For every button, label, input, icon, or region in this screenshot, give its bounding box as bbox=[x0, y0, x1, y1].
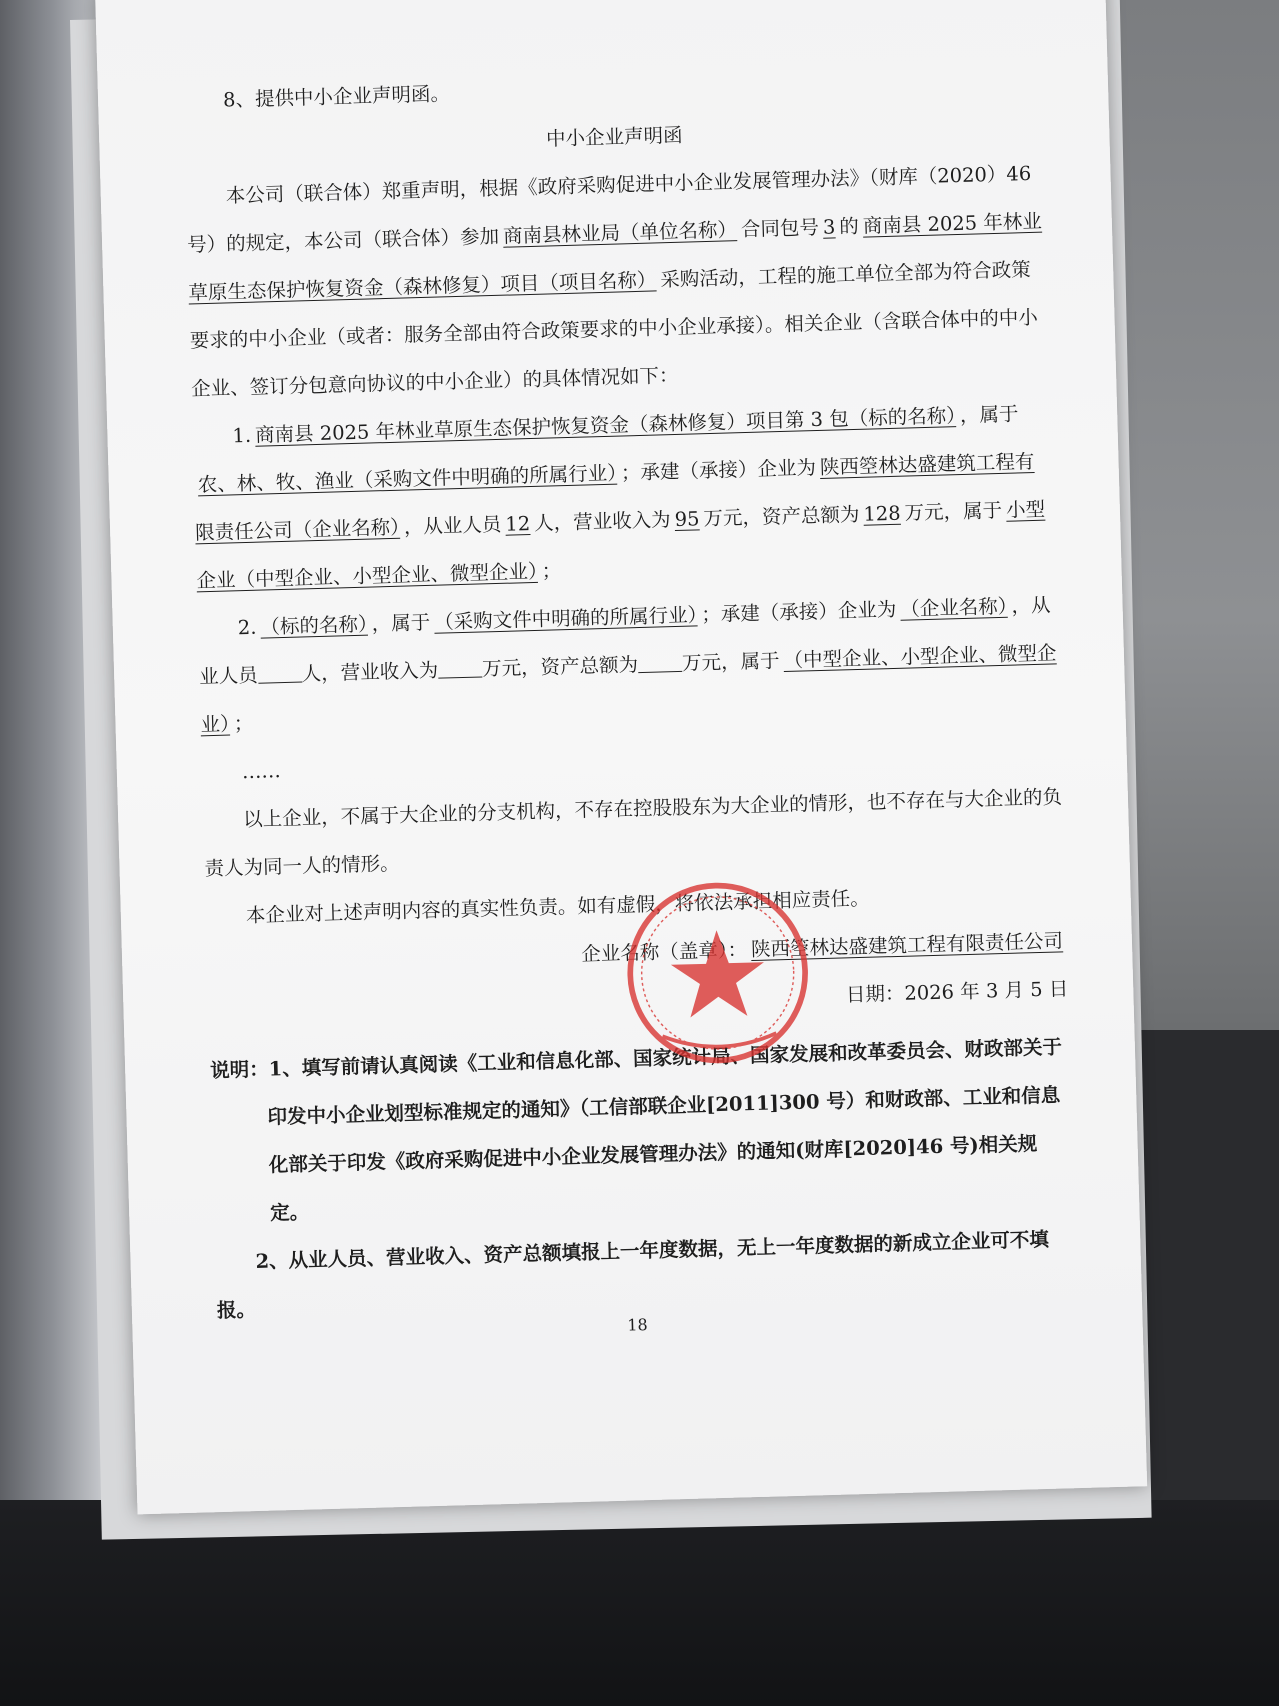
entry-2-revenue-blank bbox=[438, 675, 482, 678]
project-name: 商南县 2025 年林业草原生态保护恢复资金（森林修复）项目（项目名称） bbox=[188, 209, 1043, 305]
note-2: 2、从业人员、营业收入、资产总额填报上一年度数据，无上一年度数据的新成立企业可不填报。 bbox=[216, 1227, 1050, 1323]
intro-paragraph bbox=[185, 150, 1051, 414]
package-number: 3 bbox=[822, 215, 836, 239]
item-8: 8、提供中小企业声明函。 bbox=[222, 82, 451, 112]
entry-1-type-label: 万元，属于 bbox=[904, 498, 1003, 525]
entry-2-assets-blank bbox=[638, 670, 682, 673]
entry-1-belong: ，属于 bbox=[959, 402, 1019, 428]
signature-company: 陕西箜林达盛建筑工程有限责任公司 bbox=[750, 929, 1064, 962]
entry-1-assets-label: 万元，资产总额为 bbox=[703, 502, 860, 531]
document-content bbox=[182, 54, 1077, 1336]
entry-1-subject: 商南县 2025 年林业草原生态保护恢复资金（森林修复）项目第 3 包（标的名称） bbox=[254, 404, 957, 447]
entry-1-revenue-label: 人，营业收入为 bbox=[533, 508, 671, 535]
entry-1-staff: 12 bbox=[505, 512, 531, 536]
page-number: 18 bbox=[627, 1315, 648, 1335]
entry-2-staff-blank bbox=[258, 680, 302, 683]
entry-2-belong: ，属于 bbox=[371, 610, 431, 636]
entry-2-industry: （采购文件中明确的所属行业） bbox=[433, 603, 698, 634]
entry-1-revenue: 95 bbox=[674, 507, 700, 532]
signature-label: 企业名称（盖章）： bbox=[581, 938, 748, 966]
enterprise-entry-1 bbox=[192, 389, 1057, 605]
entry-2-revenue-label: 人，营业收入为 bbox=[301, 658, 439, 686]
entry-2-type: （中型企业、小型企业、微型企业） bbox=[200, 641, 1057, 737]
intro-text-d: 采购活动，工程的施工单位全部为符合政策要求的中小企业（或者：服务全部由符合政策要求的中小企业承接）。相关企业（含联合体中的中小企业、签订分包意向协议的中小企业）的具体情况如下： bbox=[189, 257, 1039, 401]
intro-text-c: 的 bbox=[839, 214, 860, 239]
intro-text-a: 本公司（联合体）郑重声明，根据《政府采购促进中小企业发展管理办法》（财库（2020）46 号）的规定，本公司（联合体）参加 bbox=[186, 161, 1032, 257]
signature-date: 日期：2026 年 3 月 5 日 bbox=[845, 977, 1069, 1007]
note-1: 说明：1、填写前请认真阅读《工业和信息化部、国家统计局、国家发展和改革委员会、财政部关于印发中小企业划型标准规定的通知》（工信部联企业[2011]300 号）和财政部、工业和信息化部关于印发《政府采购促进中小企业发展管理办法》的通知(财库[2020]46 号)相关规定。 bbox=[209, 1035, 1063, 1225]
entry-1-company: 陕西箜林达盛建筑工程有限责任公司（企业名称） bbox=[194, 449, 1035, 545]
entry-2-prefix: 2. bbox=[237, 615, 257, 640]
intro-text-b: 合同包号 bbox=[740, 215, 820, 242]
entry-2-assets-label: 万元，资产总额为 bbox=[481, 653, 639, 681]
entry-1-industry: 农、林、牧、渔业（采购文件中明确的所属行业） bbox=[197, 461, 618, 497]
entry-1-prefix: 1. bbox=[232, 423, 252, 448]
entry-2-type-label: 万元，属于 bbox=[681, 649, 780, 675]
declaration-1: 以上企业，不属于大企业的分支机构，不存在控股股东为大企业的情形，也不存在与大企业的负责人为同一人的情形。 bbox=[204, 785, 1063, 881]
unit-name: 商南县林业局（单位名称） bbox=[502, 218, 738, 248]
entry-2-company: （企业名称） bbox=[899, 594, 1008, 621]
entry-1-end: ； bbox=[541, 559, 562, 583]
ellipsis: …… bbox=[241, 759, 282, 784]
entry-2-end: ； bbox=[233, 711, 254, 736]
entry-2-contractor-label: ；承建（承接）企业为 bbox=[701, 597, 897, 627]
enterprise-entry-2 bbox=[197, 581, 1061, 749]
entry-2-staff-label: ，从业人员 bbox=[198, 593, 1051, 689]
entry-1-contractor-label: ；承建（承接）企业为 bbox=[620, 456, 817, 485]
company-seal-icon bbox=[620, 875, 815, 1070]
declaration-2: 本企业对上述声明内容的真实性负责。如有虚假，将依法承担相应责任。 bbox=[245, 886, 870, 928]
document-title: 中小企业声明函 bbox=[545, 123, 683, 151]
entry-1-type: 小型企业（中型企业、小型企业、微型企业） bbox=[196, 497, 1046, 593]
entry-2-subject: （标的名称） bbox=[260, 612, 369, 639]
entry-1-staff-label: ，从业人员 bbox=[403, 512, 502, 539]
document-page bbox=[95, 0, 1147, 1514]
entry-1-assets: 128 bbox=[863, 501, 901, 526]
